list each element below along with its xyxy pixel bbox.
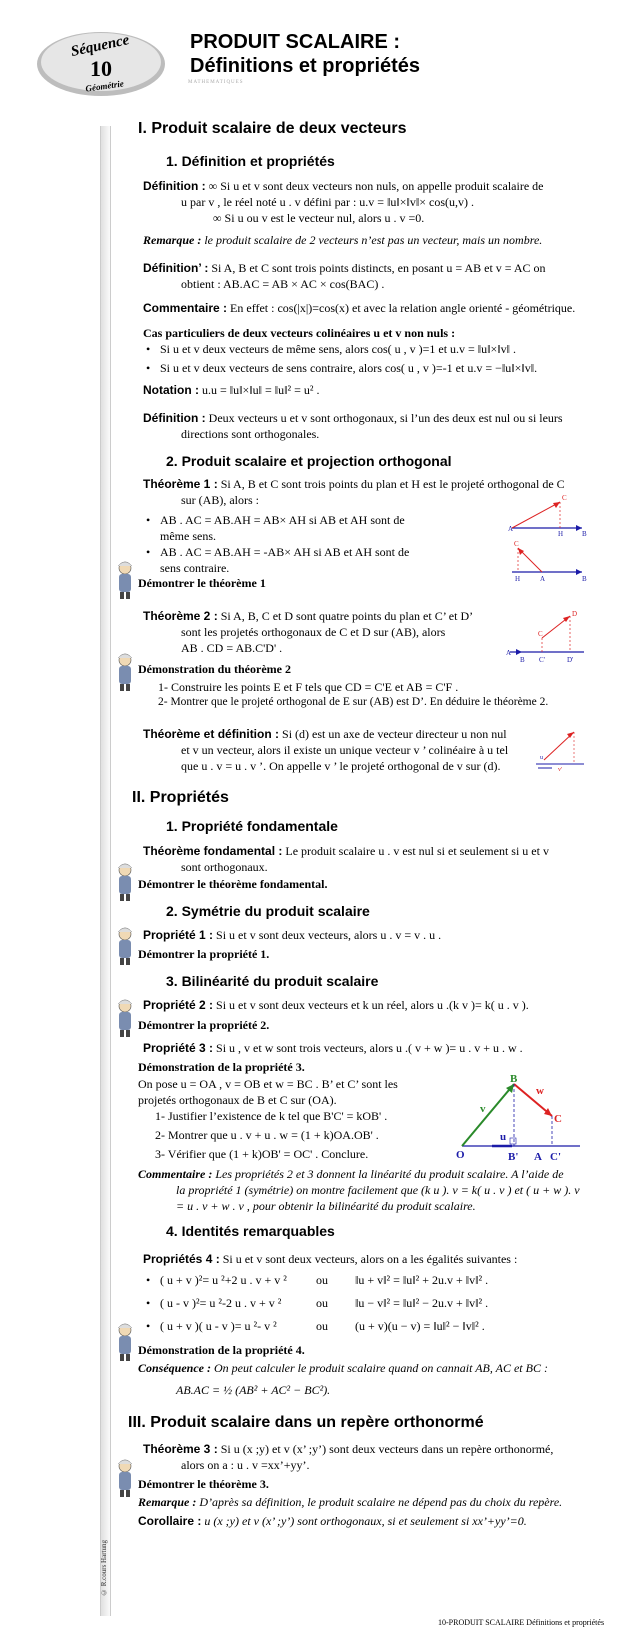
fig5-label-o: O [456,1149,465,1161]
remark-text: le produit scalaire de 2 vecteurs n’est pas un vecteur, mais un nombre. [201,233,543,247]
notation-label: Notation : [143,383,199,397]
logo-sub: Géométrie [84,78,125,94]
fundamental-line-1: Le produit scalaire u . v est nul si et seulement si u et v [282,844,549,858]
identity-3-left: • ( u + v )( u - v )= u ²- v ² [160,1318,300,1334]
fig2-label-b: B [582,575,587,583]
professor-icon [113,560,137,600]
property-3-step-3: 3- Vérifier que (1 + k)OB' = OC' . Conclure. [155,1147,369,1161]
property-2-demo: Démontrer la propriété 2. [138,1018,270,1032]
theorem-3 [143,1441,603,1473]
page-footer: 10-PRODUIT SCALAIRE Définitions et propriétés [438,1618,605,1627]
commentaire-2-line-3: = u . v + w . v , pour obtenir la bilinéarité du produit scalaire. [176,1199,476,1214]
property-1 [143,927,603,943]
fig2-label-c: C [514,540,519,548]
commentaire-2-line-2: la propriété 1 (symétrie) on montre facilement que (k u ). v = k( u . v ) et ( u + w ). v [176,1183,580,1198]
definition-line-1: ∞ Si u et v sont deux vecteurs non nuls, on appelle produit scalaire de [208,179,544,193]
theorem-definition-line-3: que u . v = u . v ’. On appelle v ’ le projeté orthogonal de v sur (d). [181,759,501,774]
fig3-label-a: A [506,649,512,657]
property-3-step-1: 1- Justifier l’existence de k tel que B'C' = kOB' . [155,1109,388,1123]
professor-icon [113,1322,137,1362]
property-3 [143,1040,603,1056]
fig3-label-dp: D' [567,656,574,664]
fig3-label-cp: C' [539,656,545,664]
remark-label: Remarque : [143,233,202,247]
theorem-1-line-1: Si A, B et C sont trois points du plan et H est le projeté orthogonal de C [217,477,565,491]
theorem-definition-figure [534,724,586,772]
professor-icon [113,652,137,692]
notation-text: u.u = ‖u‖×‖u‖ = ‖u‖² = u² . [199,383,320,397]
fig3-label-c: C [538,630,543,638]
fig5-label-w: w [536,1085,544,1097]
theorem-1-demo: Démontrer le théorème 1 [138,576,266,590]
fundamental-line-2: sont orthogonaux. [181,860,268,875]
identity-1-left: • ( u + v )²= u ²+2 u . v + v ² [160,1272,300,1288]
side-copyright: © R.cours Hartung [100,1540,108,1597]
property-4-text: Si u et v sont deux vecteurs, alors on a les égalités suivantes : [219,1252,518,1266]
property-1-demo: Démontrer la propriété 1. [138,947,270,961]
commentaire-2-line-1: Les propriétés 2 et 3 donnent la linéarité du produit scalaire. A l’aide de [212,1167,564,1181]
fundamental-label: Théorème fondamental : [143,844,283,858]
subsection-2-3: 3. Bilinéarité du produit scalaire [166,973,379,989]
setup-line-2: projetés orthogonaux de B et C sur (OA). [138,1093,337,1108]
theorem-definition-line-2: et v un vecteur, alors il existe un unique vecteur v ’ colinéaire à u tel [181,743,509,758]
property-3-text: Si u , v et w sont trois vecteurs, alors u .( v + w )= u . v + u . w . [213,1041,523,1055]
commentaire-1 [143,300,603,316]
title-line-2: Définitions et propriétés [190,55,421,77]
consequence-formula: AB.AC = ½ (AB² + AC² − BC²). [176,1383,331,1397]
property-2 [143,997,603,1013]
definition-prime-line-2: obtient : AB.AC = AB × AC × cos(BAC) . [181,277,385,292]
property-4-demo: Démonstration de la propriété 4. [138,1343,305,1357]
definition-orthogonal [143,410,603,442]
theorem-1-label: Théorème 1 : [143,477,218,491]
section-1-title: I. Produit scalaire de deux vecteurs [138,120,407,137]
property-2-text: Si u et v sont deux vecteurs et k un réel, alors u .(k v )= k( u . v ). [213,998,529,1012]
orthogonal-line-1: Deux vecteurs u et v sont orthogonaux, si l’un des deux est nul ou si leurs [205,411,563,425]
theorem-3-demo: Démontrer le théorème 3. [138,1477,269,1491]
subsection-1-2: 2. Produit scalaire et projection orthogonal [166,453,452,469]
theorem-2-line-1: Si A, B, C et D sont quatre points du plan et C’ et D’ [217,609,474,623]
professor-icon [113,1458,137,1498]
definition-block [143,178,603,227]
theorem-1-case-2 [160,544,470,576]
identity-2-left: • ( u - v )²= u ²-2 u . v + v ² [160,1295,300,1311]
fig5-label-cp: C' [550,1151,561,1163]
identity-3-right: (u + v)(u − v) = ‖u‖² − ‖v‖² . [355,1319,485,1333]
identity-2-ou: ou [316,1296,328,1310]
consequence [138,1360,598,1376]
case-2-formula: • AB . AC = AB.AH = -AB× AH si AB et AH sont de [160,545,410,559]
theorem-definition-label: Théorème et définition : [143,727,280,741]
fig1-label-b: B [582,530,587,538]
fundamental-demo: Démontrer le théorème fondamental. [138,877,328,891]
case-2-note: sens contraire. [160,561,230,576]
logo-word: Séquence [69,32,131,61]
theorem-1-case-1 [160,512,470,544]
property-3-step-2: 2- Montrer que u . v + u . w = (1 + k)OA.OB' . [155,1128,379,1142]
professor-icon [113,862,137,902]
cas-item-1: • Si u et v deux vecteurs de même sens, alors cos( u , v )=1 et u.v = ‖u‖×‖v‖ . [160,341,580,357]
fig5-label-u: u [500,1131,507,1143]
theorem-2-demo: Démonstration du théorème 2 [138,662,291,676]
header-strip: MATHEMATIQUES [188,80,244,85]
property-2-label: Propriété 2 : [143,998,214,1012]
definition-line-3: ∞ Si u ou v est le vecteur nul, alors u . v =0. [213,211,425,226]
case-1-formula: • AB . AC = AB.AH = AB× AH si AB et AH sont de [160,513,405,527]
theorem-1-figure [506,494,588,584]
fig1-label-h: H [558,530,564,538]
definition-prime [143,260,603,292]
setup-line-1: On pose u = OA , v = OB et w = BC . B’ et C’ sont les [138,1077,398,1091]
section-3-title: III. Produit scalaire dans un repère orthonormé [128,1414,484,1431]
logo-number: 10 [90,56,112,81]
theorem-3-line-1: Si u (x ;y) et v (x’ ;y’) sont deux vecteurs dans un repère orthonormé, [217,1442,554,1456]
property-3-setup [138,1076,458,1108]
fig5-label-b: B [510,1074,518,1085]
identity-3-ou: ou [316,1319,328,1333]
definition-prime-line-1: Si A, B et C sont trois points distincts, en posant u = AB et v = AC on [208,261,546,275]
commentaire-label: Commentaire : [143,301,228,315]
definition-line-2: u par v , le réel noté u . v défini par : u.v = ‖u‖×‖v‖× cos(u,v) . [181,195,475,210]
fig3-label-d: D [572,610,578,618]
remark-1 [143,232,603,248]
remark-2-text: D’après sa définition, le produit scalaire ne dépend pas du choix du repère. [196,1495,563,1509]
fig5-label-bp: B' [508,1151,519,1163]
theorem-2-step-1: 1- Construire les points E et F tels que CD = C'E et AB = C'F . [158,680,459,694]
definition-label: Définition : [143,179,206,193]
theorem-2-figure [506,608,588,664]
theorem-2 [143,608,483,657]
definition-prime-label: Définition’ : [143,261,209,275]
fig5-label-v: v [480,1103,486,1115]
corollary-text: u (x ;y) et v (x’ ;y’) sont orthogonaux, si et seulement si xx’+yy’=0. [201,1514,527,1528]
consequence-text: On peut calculer le produit scalaire quand on cannait AB, AC et BC : [211,1361,548,1375]
property-1-label: Propriété 1 : [143,928,214,942]
title-line-1: PRODUIT SCALAIRE : [190,31,400,53]
property-3-figure [452,1074,586,1164]
theorem-3-line-2: alors on a : u . v =xx’+yy’. [181,1458,310,1473]
orthogonal-line-2: directions sont orthogonales. [181,427,320,442]
identity-1-ou: ou [316,1273,328,1287]
corollary [138,1513,598,1529]
theorem-definition [143,726,533,775]
cas-item-2: • Si u et v deux vecteurs de sens contraire, alors cos( u , v )=-1 et u.v = −‖u‖×‖v‖. [160,360,580,376]
subsection-2-4: 4. Identités remarquables [166,1223,335,1239]
property-3-label: Propriété 3 : [143,1041,214,1055]
fig4-label-vp: v' [558,767,563,772]
side-rail [100,126,111,1616]
subsection-2-2: 2. Symétrie du produit scalaire [166,903,370,919]
fig2-label-a: A [540,575,546,583]
remark-2-label: Remarque : [138,1495,197,1509]
subsection-1-1: 1. Définition et propriétés [166,153,335,169]
cas-particuliers-title: Cas particuliers de deux vecteurs colinéaires u et v non nuls : [143,326,456,340]
case-1-note: même sens. [160,529,216,544]
corollary-label: Corollaire : [138,1514,202,1528]
theorem-3-label: Théorème 3 : [143,1442,218,1456]
fig1-label-c: C [562,494,567,502]
fig4-label-u: u [540,755,543,761]
property-4 [143,1251,603,1267]
commentaire-text: En effet : cos(|x|)=cos(x) et avec la relation angle orienté - géométrique. [227,301,576,315]
theorem-2-label: Théorème 2 : [143,609,218,623]
subsection-2-1: 1. Propriété fondamentale [166,818,338,834]
theorem-2-line-2: sont les projetés orthogonaux de C et D sur (AB), alors [181,625,446,640]
theorem-2-step-2: 2- Montrer que le projeté orthogonal de E sur (AB) est D’. En déduire le théorème 2. [158,696,549,708]
sequence-logo [35,28,167,98]
commentaire-2 [138,1166,588,1215]
theorem-definition-line-1: Si (d) est un axe de vecteur directeur u non nul [279,727,507,741]
theorem-2-line-3: AB . CD = AB.C'D' . [181,641,283,656]
fig5-label-a: A [534,1151,542,1163]
consequence-label: Conséquence : [138,1361,211,1375]
theorem-1-line-2: sur (AB), alors : [181,493,259,508]
commentaire-2-label: Commentaire : [138,1167,213,1181]
page-title [190,30,420,78]
fig2-label-h: H [515,575,521,583]
fig5-label-c: C [554,1113,562,1125]
theorem-fundamental [143,843,603,875]
identity-2-right: ‖u − v‖² = ‖u‖² − 2u.v + ‖v‖² . [355,1296,489,1310]
notation [143,382,603,398]
professor-icon [113,926,137,966]
professor-icon [113,998,137,1038]
fig3-label-b: B [520,656,525,664]
fig1-label-a: A [508,525,514,533]
identity-1-right: ‖u + v‖² = ‖u‖² + 2u.v + ‖v‖² . [355,1273,489,1287]
section-2-title: II. Propriétés [132,789,229,806]
remark-2 [138,1494,598,1510]
orthogonal-label: Définition : [143,411,206,425]
property-4-label: Propriétés 4 : [143,1252,220,1266]
property-3-demo: Démonstration de la propriété 3. [138,1060,305,1074]
property-1-text: Si u et v sont deux vecteurs, alors u . v = v . u . [213,928,442,942]
